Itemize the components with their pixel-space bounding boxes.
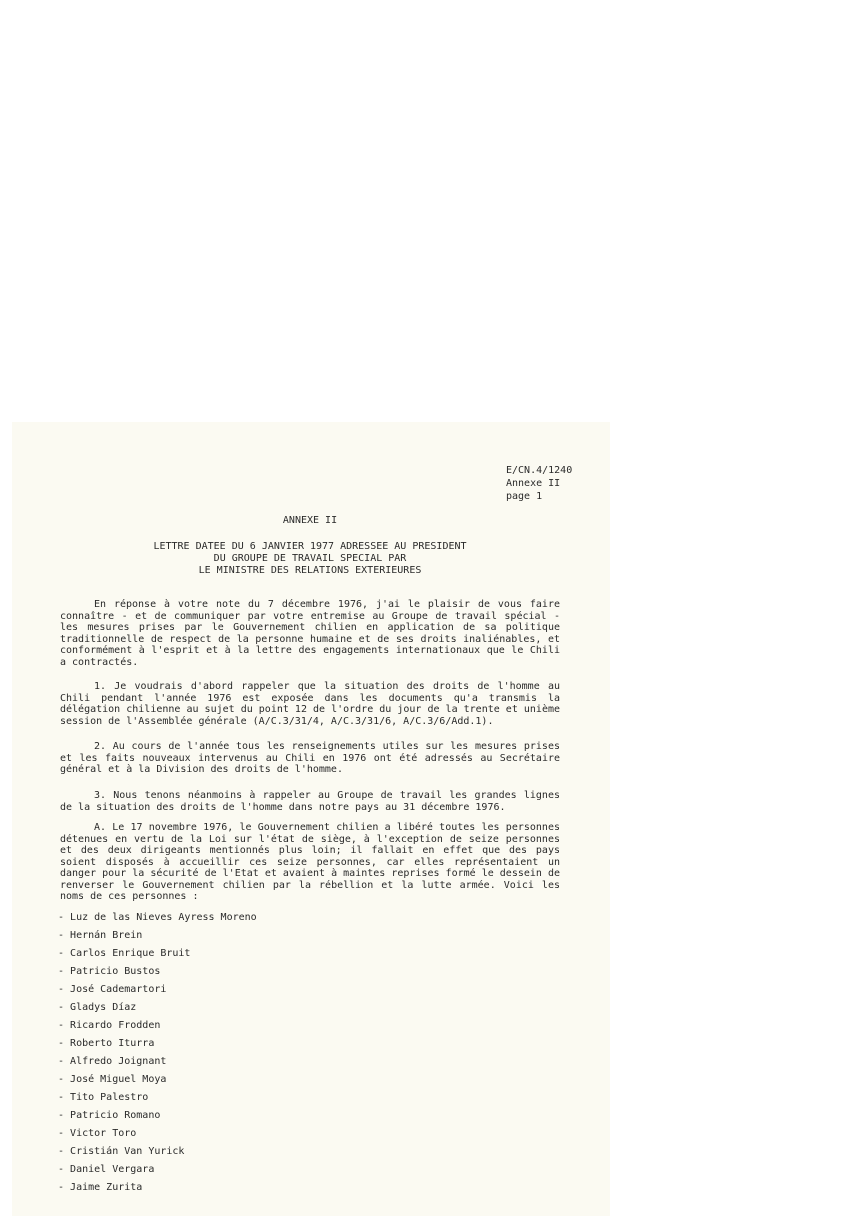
reference-symbol: E/CN.4/1240 [506,465,573,476]
letter-title [60,541,560,577]
title-line: LETTRE DATEE DU 6 JANVIER 1977 ADRESSEE AU PRESIDENT [153,541,467,552]
list-item: - Daniel Vergara [58,1161,257,1179]
list-item: - Roberto Iturra [58,1035,257,1053]
list-item: - Alfredo Joignant [58,1053,257,1071]
paragraph-3: 3. Nous tenons néanmoins à rappeler au Groupe de travail les grandes lignes de la situation des droits de l'homme dans notre pays au 31 décembre 1976. [60,790,560,813]
list-item: - Patricio Romano [58,1107,257,1125]
title-line: DU GROUPE DE TRAVAIL SPECIAL PAR [213,553,407,564]
detainee-name-list [58,909,257,1197]
list-item: - Patricio Bustos [58,963,257,981]
list-item: - Carlos Enrique Bruit [58,945,257,963]
list-item: - Hernán Brein [58,927,257,945]
list-item: - Ricardo Frodden [58,1017,257,1035]
annex-number: Annexe II [506,478,561,489]
title-line: LE MINISTRE DES RELATIONS EXTERIEURES [198,565,422,576]
annex-heading: ANNEXE II [282,515,338,526]
list-item: - José Cademartori [58,981,257,999]
list-item: - Jaime Zurita [58,1179,257,1197]
paragraph-1: 1. Je voudrais d'abord rappeler que la situation des droits de l'homme au Chili pendant l'année 1976 est exposée dans les documents qu'a transmis la délégation chilienne au sujet du point 12 de l'ordre du jour de la trente et unième session de l'Assemblée générale (A/C.3/31/4, A/C.3/31/6, A/C.3/6/Add.1). [60,681,560,727]
page-number: page 1 [506,491,543,502]
intro-paragraph: En réponse à votre note du 7 décembre 1976, j'ai le plaisir de vous faire connaître - et de communiquer par votre entremise au Groupe de travail spécial - les mesures prises par le Gouvernement chilien en application de sa politique traditionnelle de respect de la personne humaine et de ses droits inaliénables, et conformément à l'esprit et à la lettre des engagements internationaux que le Chili a contractés. [60,599,560,668]
list-item: - Luz de las Nieves Ayress Moreno [58,909,257,927]
list-item: - Victor Toro [58,1125,257,1143]
paragraph-2: 2. Au cours de l'année tous les renseignements utiles sur les mesures prises et les faits nouveaux intervenus au Chili en 1976 ont été adressés au Secrétaire général et à la Division des droits de l'homme. [60,741,560,775]
list-item: - José Miguel Moya [58,1071,257,1089]
list-item: - Gladys Díaz [58,999,257,1017]
paragraph-4: A. Le 17 novembre 1976, le Gouvernement chilien a libéré toutes les personnes détenues en vertu de la Loi sur l'état de siège, à l'exception de seize personnes et des deux dirigeants mentionnés plus loin; il fallait en effet que des pays soient disposés à accueillir ces seize personnes, car elles représentaient un danger pour la sécurité de l'Etat et avaient à maintes reprises formé le dessein de renverser le Gouvernement chilien par la rébellion et la lutte armée. Voici les noms de ces personnes : [60,822,560,902]
list-item: - Tito Palestro [58,1089,257,1107]
list-item: - Cristián Van Yurick [58,1143,257,1161]
document-reference [506,464,572,503]
